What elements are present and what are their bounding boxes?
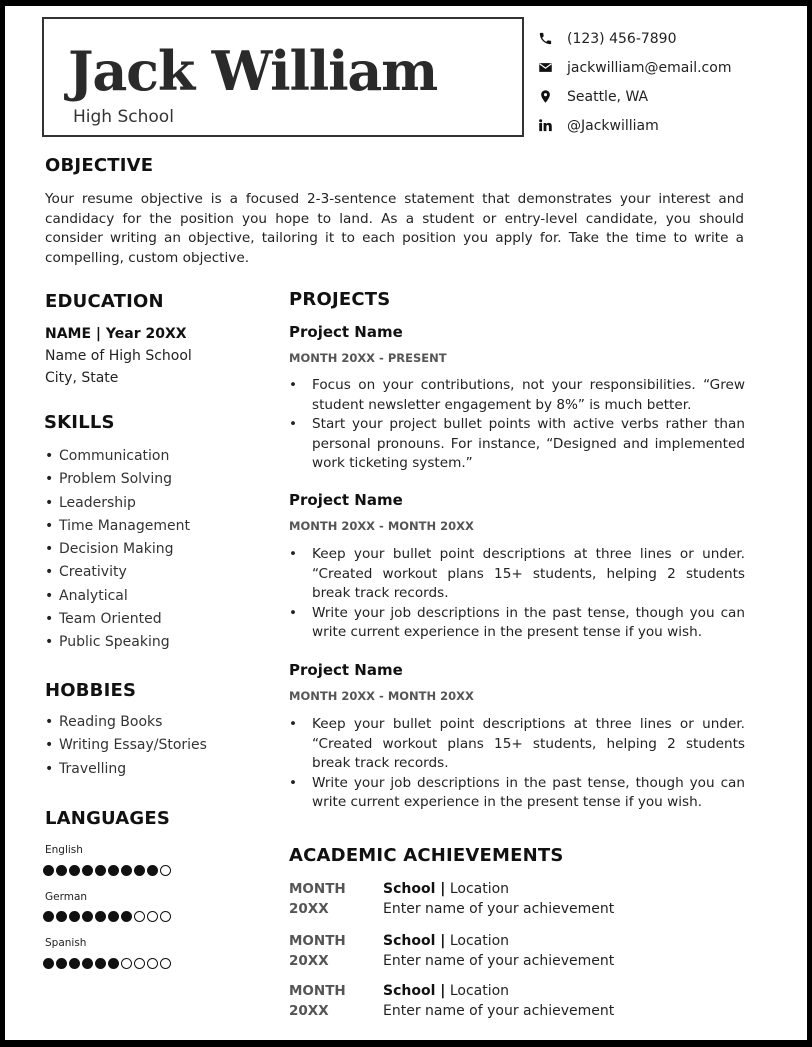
- project-bullets: [289, 376, 745, 474]
- achievement-row: [289, 931, 749, 973]
- skills-heading: SKILLS: [44, 412, 115, 433]
- objective-text: Your resume objective is a focused 2-3-sentence statement that demonstrates your interest and candidacy for the position you hope to land. As a student or entry-level candidate, you should consider writing an objective, tailoring it to each position you apply for. Take the time to write a compelling, custom objective.: [45, 191, 744, 266]
- achievement-month: MONTH: [289, 881, 346, 897]
- proficiency-dot-filled: [82, 911, 93, 922]
- achievement-detail: [383, 879, 614, 919]
- proficiency-dot-filled: [95, 958, 106, 969]
- achievement-text: Enter name of your achievement: [383, 901, 615, 917]
- proficiency-dot-filled: [69, 865, 80, 876]
- project-title: Project Name: [289, 491, 403, 509]
- linkedin-icon: [537, 118, 553, 134]
- proficiency-dot-filled: [56, 958, 67, 969]
- achievement-location: Location: [449, 881, 510, 897]
- project-title: Project Name: [289, 661, 403, 679]
- achievement-date: [289, 879, 359, 919]
- language-german-label: German: [45, 891, 88, 903]
- achievement-location: Location: [449, 983, 510, 999]
- language-spanish-dots: [43, 958, 171, 969]
- list-item: • Start your project bullet points with active verbs rather than personal pronouns. For instance, “Designed and implemented work ticketing system.”: [289, 415, 745, 474]
- location-text: Seattle, WA: [567, 88, 649, 105]
- education-school: Name of High School: [45, 348, 192, 364]
- list-item: • Keep your bullet point descriptions at three lines or under. “Created workout plans 15+ students, helping 2 students break track records.: [289, 545, 745, 604]
- objective-heading: OBJECTIVE: [45, 155, 154, 176]
- achievement-year: 20XX: [289, 953, 329, 969]
- proficiency-dot-filled: [147, 865, 158, 876]
- proficiency-dot-filled: [56, 865, 67, 876]
- proficiency-dot-filled: [69, 911, 80, 922]
- list-item: • Analytical: [45, 585, 190, 608]
- language-german-dots: [43, 911, 171, 922]
- proficiency-dot-empty: [147, 958, 158, 969]
- proficiency-dot-filled: [69, 958, 80, 969]
- proficiency-dot-filled: [95, 865, 106, 876]
- contact-location: [537, 82, 731, 111]
- email-text[interactable]: jackwilliam@email.com: [567, 59, 732, 76]
- linkedin-text[interactable]: @Jackwilliam: [567, 117, 659, 134]
- name-box: [42, 17, 524, 137]
- achievement-school: School |: [383, 983, 446, 999]
- proficiency-dot-empty: [160, 911, 171, 922]
- education-name-year: NAME | Year 20XX: [45, 326, 187, 342]
- candidate-subtitle: High School: [73, 107, 174, 127]
- list-item: • Public Speaking: [45, 631, 190, 654]
- achievement-date: [289, 931, 359, 971]
- language-english-dots: [43, 865, 171, 876]
- proficiency-dot-filled: [121, 865, 132, 876]
- list-item: • Keep your bullet point descriptions at three lines or under. “Created workout plans 15+ students, helping 2 students break track records.: [289, 715, 745, 774]
- proficiency-dot-filled: [82, 958, 93, 969]
- project-date: MONTH 20XX - MONTH 20XX: [289, 689, 474, 703]
- achievement-year: 20XX: [289, 1003, 329, 1019]
- list-item: • Decision Making: [45, 538, 190, 561]
- candidate-name: Jack William: [68, 39, 438, 103]
- achievement-text: Enter name of your achievement: [383, 953, 615, 969]
- proficiency-dot-filled: [43, 865, 54, 876]
- proficiency-dot-filled: [56, 911, 67, 922]
- list-item: • Writing Essay/Stories: [45, 734, 207, 757]
- project-bullets: [289, 545, 745, 643]
- list-item: • Travelling: [45, 758, 207, 781]
- proficiency-dot-filled: [43, 958, 54, 969]
- proficiency-dot-filled: [108, 865, 119, 876]
- achievement-text: Enter name of your achievement: [383, 1003, 615, 1019]
- list-item: • Team Oriented: [45, 608, 190, 631]
- hobbies-heading: HOBBIES: [45, 680, 137, 701]
- list-item: • Write your job descriptions in the past tense, though you can write current experience in the present tense if you wish.: [289, 604, 745, 643]
- proficiency-dot-empty: [134, 958, 145, 969]
- proficiency-dot-filled: [95, 911, 106, 922]
- proficiency-dot-filled: [108, 911, 119, 922]
- achievement-date: [289, 981, 359, 1021]
- education-location: City, State: [45, 370, 119, 386]
- language-spanish-label: Spanish: [45, 937, 87, 949]
- list-item: • Communication: [45, 445, 190, 468]
- language-english-label: English: [45, 844, 83, 856]
- contact-phone: [537, 24, 731, 53]
- contact-linkedin: [537, 111, 731, 140]
- skills-list: [45, 445, 190, 655]
- achievement-detail: [383, 931, 614, 971]
- projects-heading: PROJECTS: [289, 289, 391, 310]
- list-item: • Leadership: [45, 492, 190, 515]
- achievement-month: MONTH: [289, 983, 346, 999]
- achievement-school: School |: [383, 881, 446, 897]
- proficiency-dot-filled: [134, 865, 145, 876]
- proficiency-dot-empty: [147, 911, 158, 922]
- achievement-location: Location: [449, 933, 510, 949]
- project-title: Project Name: [289, 323, 403, 341]
- project-date: MONTH 20XX - MONTH 20XX: [289, 519, 474, 533]
- phone-icon: [537, 31, 553, 47]
- hobbies-list: [45, 711, 207, 781]
- proficiency-dot-filled: [121, 911, 132, 922]
- proficiency-dot-empty: [121, 958, 132, 969]
- achievement-row: [289, 981, 749, 1023]
- list-item: • Reading Books: [45, 711, 207, 734]
- list-item: • Time Management: [45, 515, 190, 538]
- mail-icon: [537, 60, 553, 76]
- languages-heading: LANGUAGES: [45, 808, 171, 829]
- proficiency-dot-empty: [134, 911, 145, 922]
- list-item: • Creativity: [45, 561, 190, 584]
- contact-block: [537, 24, 731, 140]
- education-heading: EDUCATION: [45, 291, 164, 312]
- achievement-school: School |: [383, 933, 446, 949]
- achievement-row: [289, 879, 749, 921]
- achievement-year: 20XX: [289, 901, 329, 917]
- phone-text: (123) 456-7890: [567, 30, 677, 47]
- proficiency-dot-empty: [160, 865, 171, 876]
- list-item: • Write your job descriptions in the past tense, though you can write current experience in the present tense if you wish.: [289, 774, 745, 813]
- contact-email: [537, 53, 731, 82]
- proficiency-dot-filled: [82, 865, 93, 876]
- resume-page: [5, 6, 807, 1040]
- project-date: MONTH 20XX - PRESENT: [289, 351, 447, 365]
- proficiency-dot-filled: [108, 958, 119, 969]
- achievement-month: MONTH: [289, 933, 346, 949]
- achievements-heading: ACADEMIC ACHIEVEMENTS: [289, 845, 564, 866]
- project-bullets: [289, 715, 745, 813]
- location-icon: [537, 89, 553, 105]
- list-item: • Problem Solving: [45, 468, 190, 491]
- proficiency-dot-empty: [160, 958, 171, 969]
- achievement-detail: [383, 981, 614, 1021]
- list-item: • Focus on your contributions, not your responsibilities. “Grew student newsletter engagement by 8%” is much better.: [289, 376, 745, 415]
- proficiency-dot-filled: [43, 911, 54, 922]
